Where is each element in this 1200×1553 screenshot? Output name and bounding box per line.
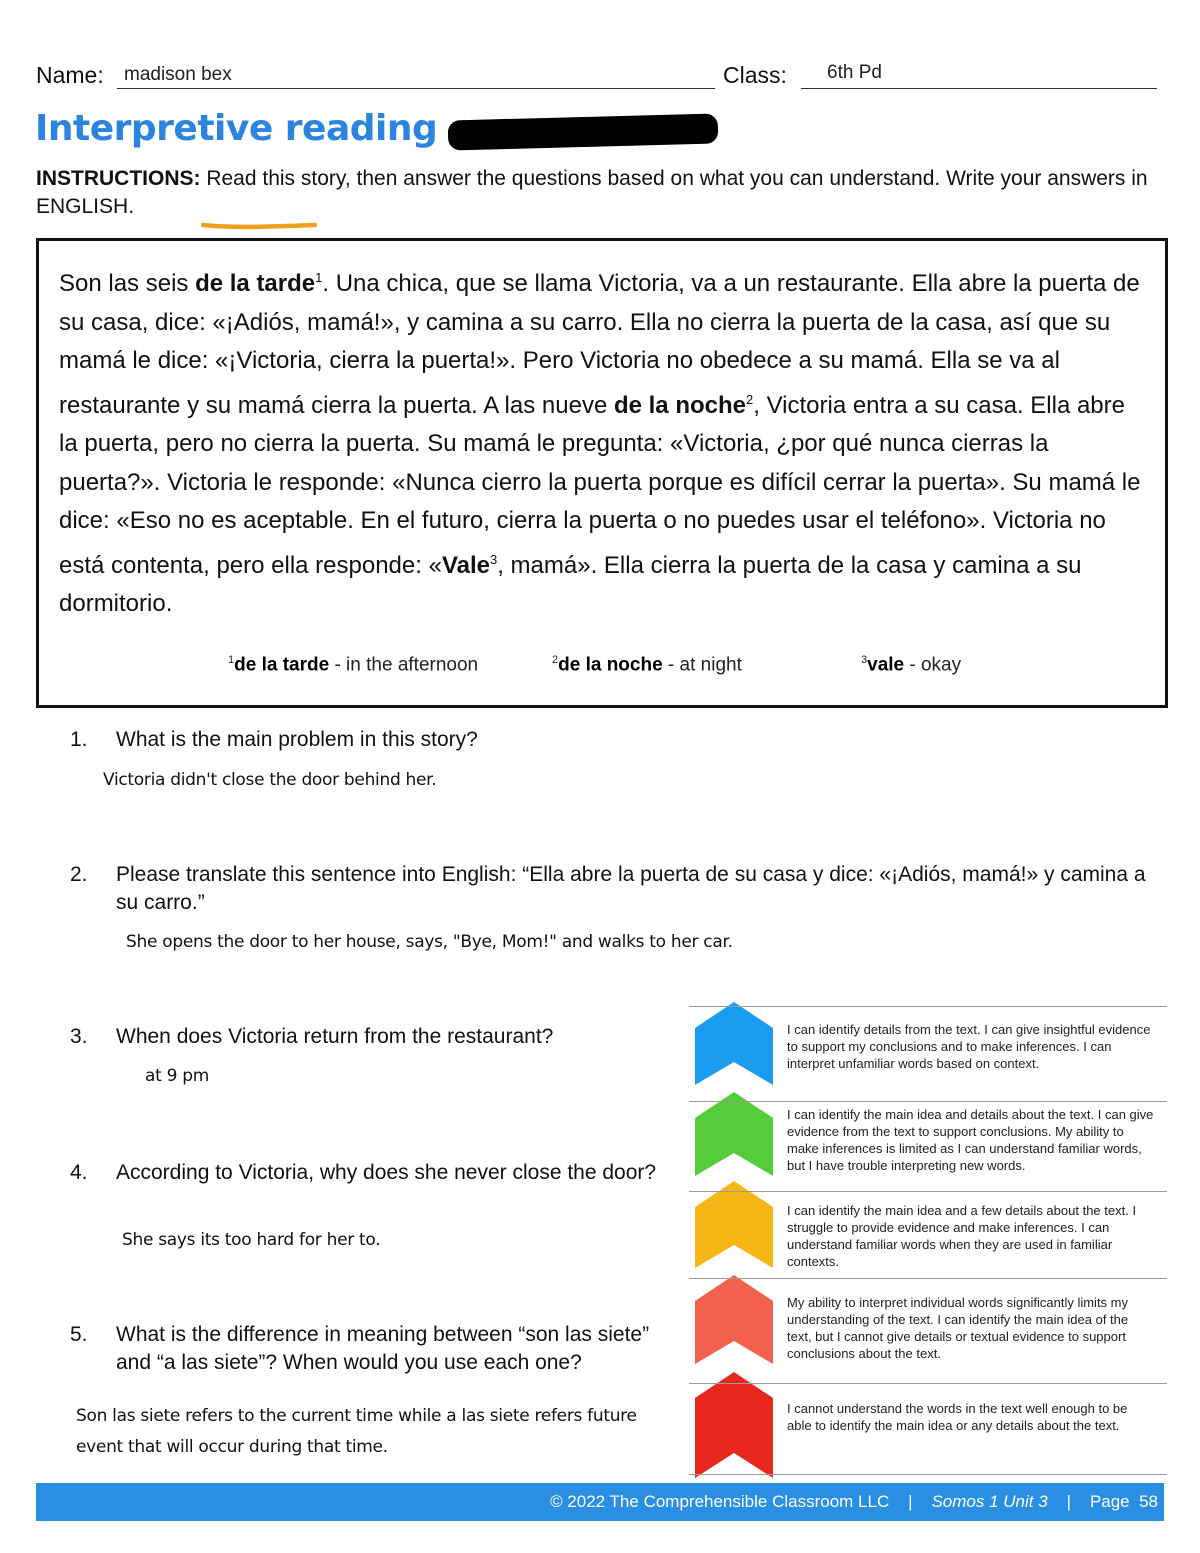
answer-4[interactable]: She says its too hard for her to. xyxy=(122,1230,381,1250)
story-text: Son las seis de la tarde$^1$. Una chica, que se llama Victoria, va a un restaurante. Ella abre la puerta de su casa, dice: «¡Adiós, mamá!», y camina a su carro. Ella no cierra la puerta de la casa, así que su mamá le dice: «¡Victoria, cierra la puerta!». Pero Victoria no obedece a su mamá. Ella se va al restaurante y su mamá cierra la puerta. A las nueve de la noche$^2$, Victoria entra a su casa. Ella abre la puerta, pero no cierra la puerta. Su mamá le pregunta: «Victoria, ¿por qué nunca cierras la puerta?». Victoria le responde: «Nunca cierro la puerta porque es difícil cerrar la puerta». Su mamá le dice: «Eso no es aceptable. En el futuro, cierra la puerta o no puedes usar el teléfono». Victoria no está contenta, pero ella responde: «Vale$^3$, mamá». Ella cierra la puerta de la casa y camina a su dormitorio. xyxy=(59,270,1141,617)
glossary-item-1: $^1$de la tarde - in the afternoon xyxy=(228,654,479,676)
class-underline xyxy=(801,88,1157,89)
class-field[interactable]: 6th Pd xyxy=(827,62,882,83)
chevron-green xyxy=(695,1092,773,1176)
answer-3[interactable]: at 9 pm xyxy=(145,1066,209,1086)
proficiency-rubric xyxy=(689,1002,1167,1478)
rubric-divider-2 xyxy=(689,1101,1167,1102)
answer-5[interactable]: Son las siete refers to the current time while a las siete refers future event that will occur during that time. xyxy=(76,1406,637,1457)
footer-bar xyxy=(36,1483,1164,1521)
rubric-level-2: I can identify the main idea and details about the text. I can give evidence from the text to support conclusions. My ability to make inferences is limited as I can understand familiar words, but I have trouble interpreting new words. xyxy=(787,1107,1154,1173)
instructions: INSTRUCTIONS: Read this story, then answer the questions based on what you can understand. Write your answers in ENGLISH. xyxy=(36,167,1148,218)
chevron-salmon xyxy=(695,1275,773,1364)
orange-underline-mark xyxy=(201,220,317,230)
rubric-divider-3 xyxy=(689,1191,1167,1192)
rubric-level-3: I can identify the main idea and a few details about the text. I struggle to provide evidence and make inferences. I can understand familiar words when they are used in familiar contexts. xyxy=(787,1203,1137,1269)
answer-2[interactable]: She opens the door to her house, says, "Bye, Mom!" and walks to her car. xyxy=(126,932,733,952)
rubric-divider-1 xyxy=(689,1006,1167,1007)
story-box xyxy=(36,238,1168,708)
rubric-divider-4 xyxy=(689,1278,1167,1279)
glossary-item-3: $^3$vale - okay xyxy=(861,654,962,676)
chevron-yellow xyxy=(695,1181,773,1268)
footer-text: © 2022 The Comprehensible Classroom LLC | Somos 1 Unit 3 | Page 58 xyxy=(550,1492,1158,1511)
rubric-chevron-arrow xyxy=(689,1002,779,1478)
instructions-text: Read this story, then answer the questions based on what you can understand. Write your answers in xyxy=(200,167,1148,190)
redaction-mark xyxy=(448,113,719,150)
name-field[interactable]: madison bex xyxy=(124,64,232,85)
rubric-level-5: I cannot understand the words in the text well enough to be able to identify the main idea or any details about the text. xyxy=(787,1401,1128,1433)
page-title: Interpretive reading xyxy=(35,108,438,149)
chevron-blue xyxy=(695,1002,773,1085)
chevron-red xyxy=(695,1372,773,1478)
rubric-level-1: I can identify details from the text. I can give insightful evidence to support my conclusions and to make inferences. I can interpret unfamiliar words based on context. xyxy=(787,1022,1151,1071)
glossary-item-2: $^2$de la noche - at night xyxy=(552,654,742,676)
rubric-divider-5 xyxy=(689,1383,1167,1384)
instructions-label: INSTRUCTIONS: xyxy=(36,167,201,190)
class-label: Class: xyxy=(723,62,787,88)
instructions-english: ENGLISH xyxy=(36,195,129,218)
answer-1[interactable]: Victoria didn't close the door behind her. xyxy=(103,770,437,790)
page-number: Page 58 xyxy=(1089,1492,1158,1511)
name-label: Name: xyxy=(36,62,104,88)
rubric-divider-6 xyxy=(689,1474,1167,1475)
name-underline xyxy=(117,88,715,89)
rubric-level-4: My ability to interpret individual words significantly limits my understanding of the text. I can identify the main idea of the text, but I cannot give details or textual evidence to support conclusions about the text. xyxy=(787,1295,1129,1361)
